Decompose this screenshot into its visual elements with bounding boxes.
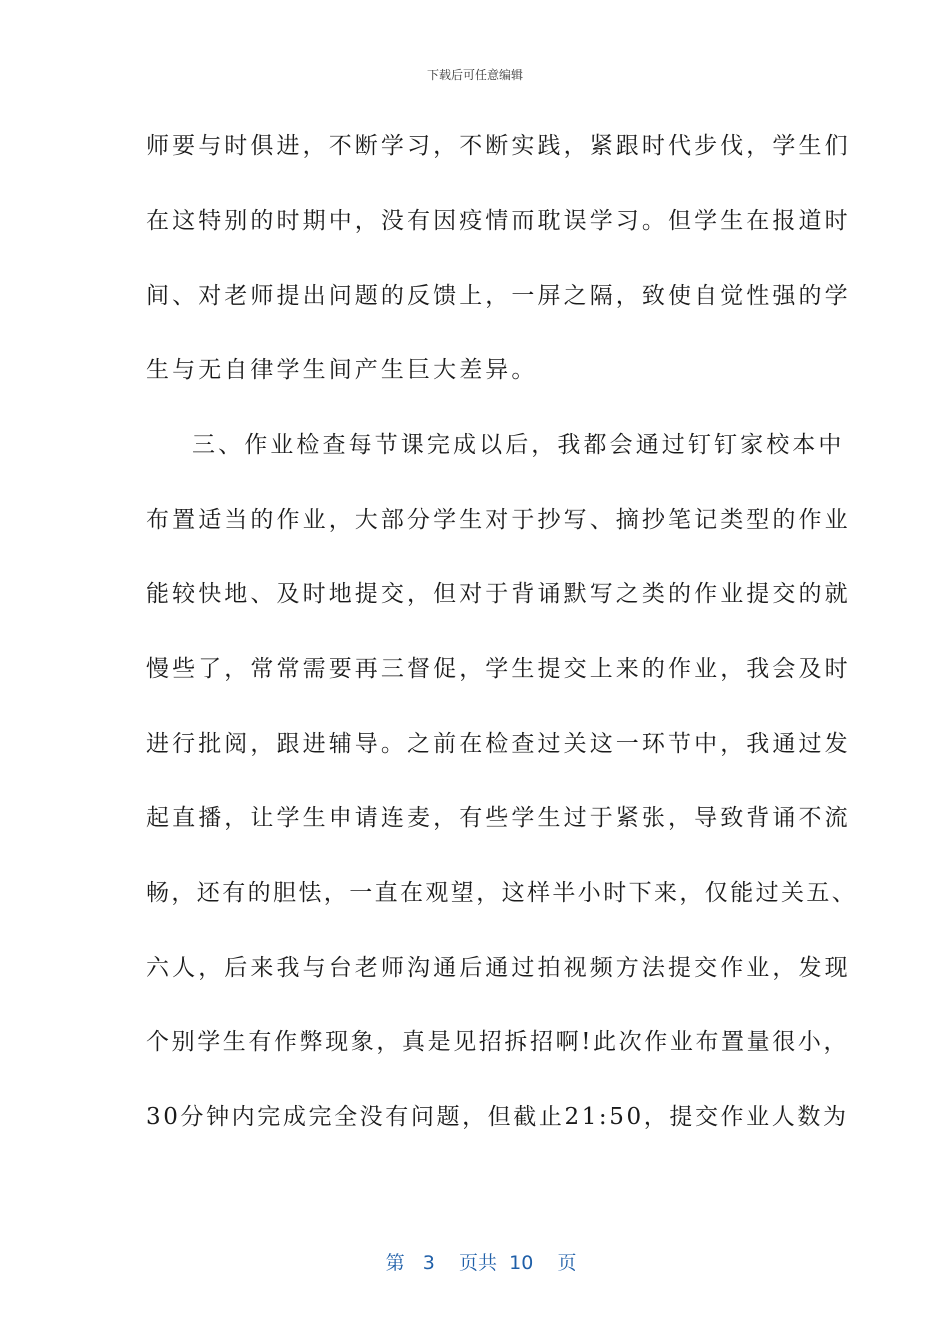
paragraph-start-line: 三、作业检查每节课完成以后，我都会通过钉钉家校本中 <box>192 432 845 458</box>
body-line: 间、对老师提出问题的反馈上，一屏之隔，致使自觉性强的学 <box>146 283 851 309</box>
body-line: 布置适当的作业，大部分学生对于抄写、摘抄笔记类型的作业 <box>146 507 851 533</box>
body-line: 进行批阅，跟进辅导。之前在检查过关这一环节中，我通过发 <box>146 731 851 757</box>
body-line: 生与无自律学生间产生巨大差异。 <box>146 357 538 383</box>
body-line: 能较快地、及时地提交，但对于背诵默写之类的作业提交的就 <box>146 581 851 607</box>
page-header: 下载后可任意编辑 <box>426 68 523 82</box>
body-line: 起直播，让学生申请连麦，有些学生过于紧张，导致背诵不流 <box>146 805 851 831</box>
body-line: 在这特别的时期中，没有因疫情而耽误学习。但学生在报道时 <box>146 208 851 234</box>
page-prefix: 第 <box>385 1252 405 1274</box>
body-line: 个别学生有作弊现象，真是见招拆招啊!此次作业布置量很小， <box>146 1029 850 1055</box>
page-middle: 页共 <box>459 1252 498 1274</box>
current-page-number: 3 <box>422 1252 435 1274</box>
page-suffix: 页 <box>557 1252 577 1274</box>
body-line: 30分钟内完成完全没有问题，但截止21:50，提交作业人数为 <box>146 1104 849 1130</box>
body-line: 六人，后来我与台老师沟通后通过拍视频方法提交作业，发现 <box>146 955 851 981</box>
total-pages-number: 10 <box>509 1252 534 1274</box>
body-line: 畅，还有的胆怯，一直在观望，这样半小时下来，仅能过关五、 <box>146 880 858 906</box>
body-line: 慢些了，常常需要再三督促，学生提交上来的作业，我会及时 <box>146 656 851 682</box>
body-line: 师要与时俱进，不断学习，不断实践，紧跟时代步伐，学生们 <box>146 133 851 159</box>
page-footer <box>0 1226 950 1275</box>
